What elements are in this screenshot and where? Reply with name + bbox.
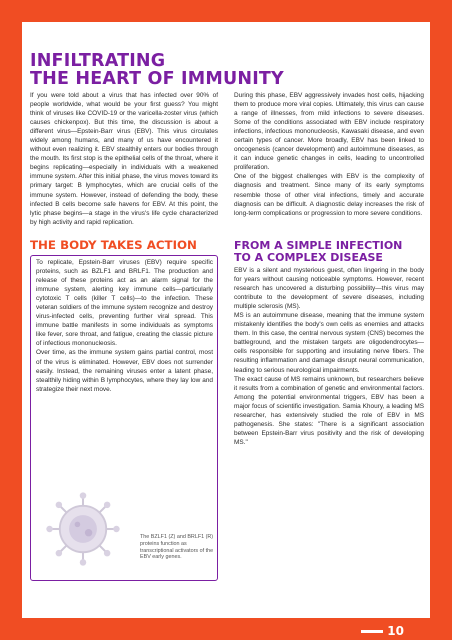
simple-paragraph-2: MS is an autoimmune disease, meaning that the immune system mistakenly identifies the body's own cells as enemies and attacks them. In this case, the central nervous system (CNS) becomes the battleground, and the mistaken targets are oligodendrocytes—cells responsible for supporting and insulating nerve fibers. The resulting inflammation and damage disrupt neural communication, leading to serious neurological impairments.	[234, 312, 424, 374]
section-heading-line-2: TO A COMPLEX DISEASE	[234, 250, 383, 264]
body-takes-action-text	[36, 258, 213, 394]
page-number-rule	[361, 630, 383, 633]
intro-left-paragraph: If you were told about a virus that has infected over 90% of people worldwide, what would be your first guess? You might think of viruses like COVID-19 or the varicella-zoster virus (which causes chickenpox). But this time, the discussion is about a different virus—Epstein-Barr virus (EBV). This virus circulates widely among humans, and many of us have encountered it without even realizing it. EBV stealthily enters our bodies through the mouth. Its first stop is the epithelial cells of the throat, where it begins replicating—especially in individuals with a weakened immune system. After this initial phase, the virus moves toward its primary target: B lymphocytes, which are crucial cells of the immune system. However, instead of defending the body, these infected B cells become safe havens for EBV. At this point, the lytic phase begins—a stage in the virus's life cycle characterized by high activity and rapid replication.	[30, 92, 218, 226]
body-paragraph-1: To replicate, Epstein-Barr viruses (EBV) require specific proteins, such as BZLF1 and BRLF1. The production and release of these proteins act as an alarm signal for the immune system, alerting key immune cells—particularly cytotoxic T cells (killer T cells)—to the infection. These veteran soldiers of the immune system recognize and destroy virus-infected cells, preventing further viral spread. This immune battle manifests in some individuals as symptoms like fever, sore throat, and fatigue, creating the classic picture of infectious mononucleosis.	[36, 259, 213, 348]
body-paragraph-2: Over time, as the immune system gains partial control, most of the virus is eliminated. However, EBV does not surrender easily. Instead, the remaining viruses enter a latent phase, stealthily hiding within B lymphocytes, where they lay low and strategize their next move.	[36, 349, 213, 393]
intro-right-column	[234, 91, 424, 218]
section-heading-simple-infection	[234, 240, 402, 263]
intro-left-column	[30, 91, 218, 227]
title-line-1: INFILTRATING	[30, 51, 166, 71]
title-line-2: THE HEART OF IMMUNITY	[30, 69, 284, 89]
section-heading-body-takes-action: THE BODY TAKES ACTION	[30, 238, 197, 252]
section-heading-line-1: FROM A SIMPLE INFECTION	[234, 239, 403, 252]
page-number: 10	[387, 624, 404, 638]
page-title	[30, 52, 284, 88]
intro-right-paragraph-1: During this phase, EBV aggressively invades host cells, hijacking them to produce more viral copies. Ultimately, this virus can cause a range of illnesses, from mild infections to severe diseases. Some of the conditions associated with EBV include respiratory infections, infectious mononucleosis, Kawasaki disease, and even certain types of cancer. More broadly, EBV has been linked to oncogenesis (cancer development) and autoimmune diseases, as it can induce genetic changes in cells, leading to uncontrolled proliferation.	[234, 92, 424, 172]
simple-paragraph-3: The exact cause of MS remains unknown, but researchers believe it results from a combination of genetic and environmental factors. Among the potential environmental triggers, EBV has been a major focus of scientific investigation. Samia Khoury, a leading MS researcher, has extensively studied the role of EBV in MS pathogenesis. She states: "There is a significant association between Epstein-Barr virus positivity and the risk of developing MS."	[234, 375, 424, 446]
virus-particle-icon	[44, 490, 122, 568]
figure-caption: The BZLF1 (Z) and BRLF1 (R) proteins function as transcriptional activators of the EBV early genes.	[140, 534, 214, 561]
simple-infection-text	[234, 266, 424, 447]
page-number-bar	[361, 624, 404, 638]
simple-paragraph-1: EBV is a silent and mysterious guest, often lingering in the body for years without causing noticeable symptoms. However, recent research has uncovered a disturbing possibility—this virus may contribute to the development of severe diseases, including multiple sclerosis (MS).	[234, 267, 424, 311]
intro-right-paragraph-2: One of the biggest challenges with EBV is the complexity of diagnosis and treatment. Since many of its early symptoms resemble those of other viral infections, timely and accurate diagnosis can be difficult. A diagnostic delay increases the risk of long-term complications or progression to more severe conditions.	[234, 173, 424, 217]
